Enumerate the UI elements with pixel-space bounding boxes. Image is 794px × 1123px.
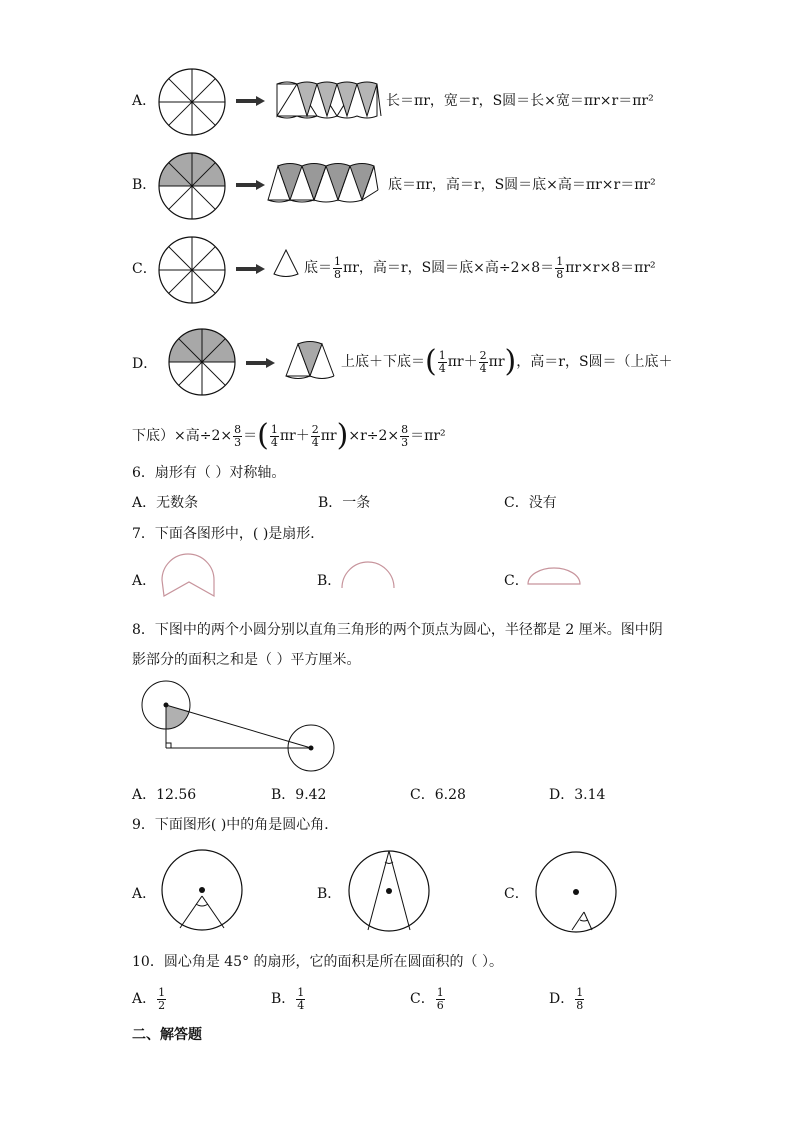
- option-d-formula-part: 上底＋下底＝: [341, 354, 425, 370]
- question-10-option-d[interactable]: [549, 982, 585, 1016]
- fraction-numerator: 1: [436, 985, 444, 999]
- question-8-stem-line1: 8．下图中的两个小圆分别以直角三角形的两个顶点为圆心，半径都是 2 厘米。图中阴: [132, 622, 663, 638]
- trapezoid-sectors-figure: [282, 340, 338, 380]
- question-7-option-a[interactable]: A．: [132, 573, 157, 589]
- fraction: [233, 424, 242, 449]
- fraction-denominator: 4: [438, 361, 446, 375]
- fraction-denominator: 3: [401, 435, 409, 449]
- fraction: [479, 350, 488, 375]
- circle-angle-figure-a: [160, 848, 246, 934]
- fraction-denominator: 4: [311, 435, 319, 449]
- arrow-icon: [246, 358, 276, 368]
- arrow-icon: [236, 264, 266, 274]
- fraction-numerator: 8: [234, 422, 242, 436]
- option-d-letter: D．: [132, 356, 158, 372]
- option-letter: B．: [271, 991, 296, 1007]
- arrow-icon: [236, 180, 266, 190]
- fraction-denominator: 8: [556, 267, 564, 281]
- fraction: [400, 424, 409, 449]
- fraction-numerator: 2: [311, 422, 319, 436]
- question-10-option-b[interactable]: [271, 982, 306, 1016]
- fraction-denominator: 8: [576, 998, 584, 1012]
- fraction-denominator: 6: [436, 998, 444, 1012]
- fraction-denominator: 4: [270, 435, 278, 449]
- option-letter: D．: [549, 991, 575, 1007]
- semicircle-shape: [526, 566, 582, 586]
- fraction-numerator: 1: [438, 348, 446, 362]
- arc-shape: [340, 560, 396, 590]
- circle-eight-sectors-figure: [157, 235, 227, 305]
- fraction-denominator: 4: [479, 361, 487, 375]
- option-a-formula: 长＝πr，宽＝r，S圆＝长×宽＝πr×r＝πr²: [386, 93, 654, 109]
- fraction: [296, 987, 305, 1012]
- question-8-option-a[interactable]: A．12.56: [132, 787, 197, 803]
- single-sector-figure: [272, 248, 300, 280]
- fraction-numerator: 1: [158, 985, 166, 999]
- section-heading: 二、解答题: [132, 1027, 202, 1043]
- option-c-formula-part: πr×r×8＝πr²: [565, 260, 656, 276]
- question-7-stem: 7．下面各图形中，( )是扇形．: [132, 526, 325, 542]
- right-triangle-circles-figure: [140, 680, 340, 775]
- notched-arc-shape: [160, 558, 218, 600]
- option-c-formula-part: 底＝: [304, 260, 332, 276]
- option-d-formula: 上底＋下底＝( $\frac{1}{4}$ πr＋ $\frac{2}{4}$ πr)，高＝r，S圆＝（上底＋: [341, 344, 673, 379]
- fraction-denominator: 2: [158, 998, 166, 1012]
- fraction: [436, 987, 445, 1012]
- fraction-denominator: 8: [334, 267, 341, 281]
- question-8-option-d[interactable]: D．3.14: [549, 787, 606, 803]
- option-c-formula: [304, 254, 656, 282]
- fraction: [438, 350, 447, 375]
- fraction: [333, 256, 342, 281]
- fraction-denominator: 3: [234, 435, 242, 449]
- question-10-option-a[interactable]: [132, 982, 167, 1016]
- question-9-option-c[interactable]: C．: [504, 886, 529, 902]
- question-8-option-b[interactable]: B．9.42: [271, 787, 327, 803]
- fraction: [311, 424, 320, 449]
- option-letter: A．: [132, 991, 157, 1007]
- circle-eight-sectors-shaded-figure: [157, 151, 227, 221]
- fraction: [157, 987, 166, 1012]
- question-6-option-a[interactable]: A．无数条: [132, 495, 199, 511]
- question-7-option-b[interactable]: B．: [317, 573, 342, 589]
- circle-eight-sectors-shaded-figure: [167, 327, 237, 397]
- fraction-numerator: 1: [297, 985, 305, 999]
- question-9-option-b[interactable]: B．: [317, 886, 342, 902]
- question-9-option-a[interactable]: A．: [132, 886, 157, 902]
- option-b-letter: B．: [132, 177, 157, 193]
- fraction: [270, 424, 279, 449]
- fraction-denominator: 4: [297, 998, 305, 1012]
- question-7-option-c[interactable]: C．: [504, 573, 529, 589]
- option-c-formula-part: πr，高＝r，S圆＝底×高÷2×8＝: [343, 260, 555, 276]
- question-6-stem: 6．扇形有（ ）对称轴。: [132, 465, 286, 481]
- option-d-continuation: 下底）×高÷2× $\frac{8}{3}$ ＝( $\frac{1}{4}$ πr＋ $\frac{2}{4}$ πr)×r÷2× $\frac{8}{3}$ ＝πr²: [132, 418, 446, 453]
- parallelogram-sectors-figure: [275, 80, 383, 120]
- fraction-numerator: 1: [334, 254, 341, 268]
- right-paren: ): [504, 344, 517, 379]
- question-10-option-c[interactable]: [410, 982, 446, 1016]
- question-10-stem: 10．圆心角是 45° 的扇形，它的面积是所在圆面积的（ ）。: [132, 954, 503, 970]
- continuation-part: 下底）×高÷2×: [132, 428, 233, 444]
- left-paren: (: [425, 344, 437, 379]
- option-d-formula-part: ，高＝r，S圆＝（上底＋: [516, 354, 673, 370]
- circle-eight-sectors-figure: [157, 67, 227, 137]
- option-letter: C．: [410, 991, 435, 1007]
- question-6-option-c[interactable]: C．没有: [504, 495, 557, 511]
- fraction-numerator: 1: [556, 254, 564, 268]
- question-8-stem-line2: 影部分的面积之和是（ ）平方厘米。: [132, 652, 361, 668]
- fraction: [555, 256, 564, 281]
- option-b-formula: 底＝πr，高＝r，S圆＝底×高＝πr×r＝πr²: [388, 177, 656, 193]
- left-paren: (: [257, 418, 269, 453]
- question-9-stem: 9．下面图形( )中的角是圆心角．: [132, 817, 339, 833]
- arrow-icon: [236, 96, 266, 106]
- circle-angle-figure-b: [346, 848, 432, 934]
- right-paren: ): [336, 418, 349, 453]
- option-c-letter: C．: [132, 261, 157, 277]
- parallelogram-sectors-figure: [266, 160, 384, 204]
- question-8-option-c[interactable]: C．6.28: [410, 787, 466, 803]
- fraction-numerator: 1: [576, 985, 584, 999]
- fraction-numerator: 8: [401, 422, 409, 436]
- circle-angle-figure-c: [534, 850, 620, 936]
- continuation-part: ×r÷2×: [348, 428, 400, 444]
- continuation-part: ＝πr²: [410, 428, 446, 444]
- fraction-numerator: 1: [270, 422, 278, 436]
- question-6-option-b[interactable]: B．一条: [318, 495, 371, 511]
- option-a-letter: A．: [132, 93, 157, 109]
- fraction-numerator: 2: [479, 348, 487, 362]
- fraction: [575, 987, 584, 1012]
